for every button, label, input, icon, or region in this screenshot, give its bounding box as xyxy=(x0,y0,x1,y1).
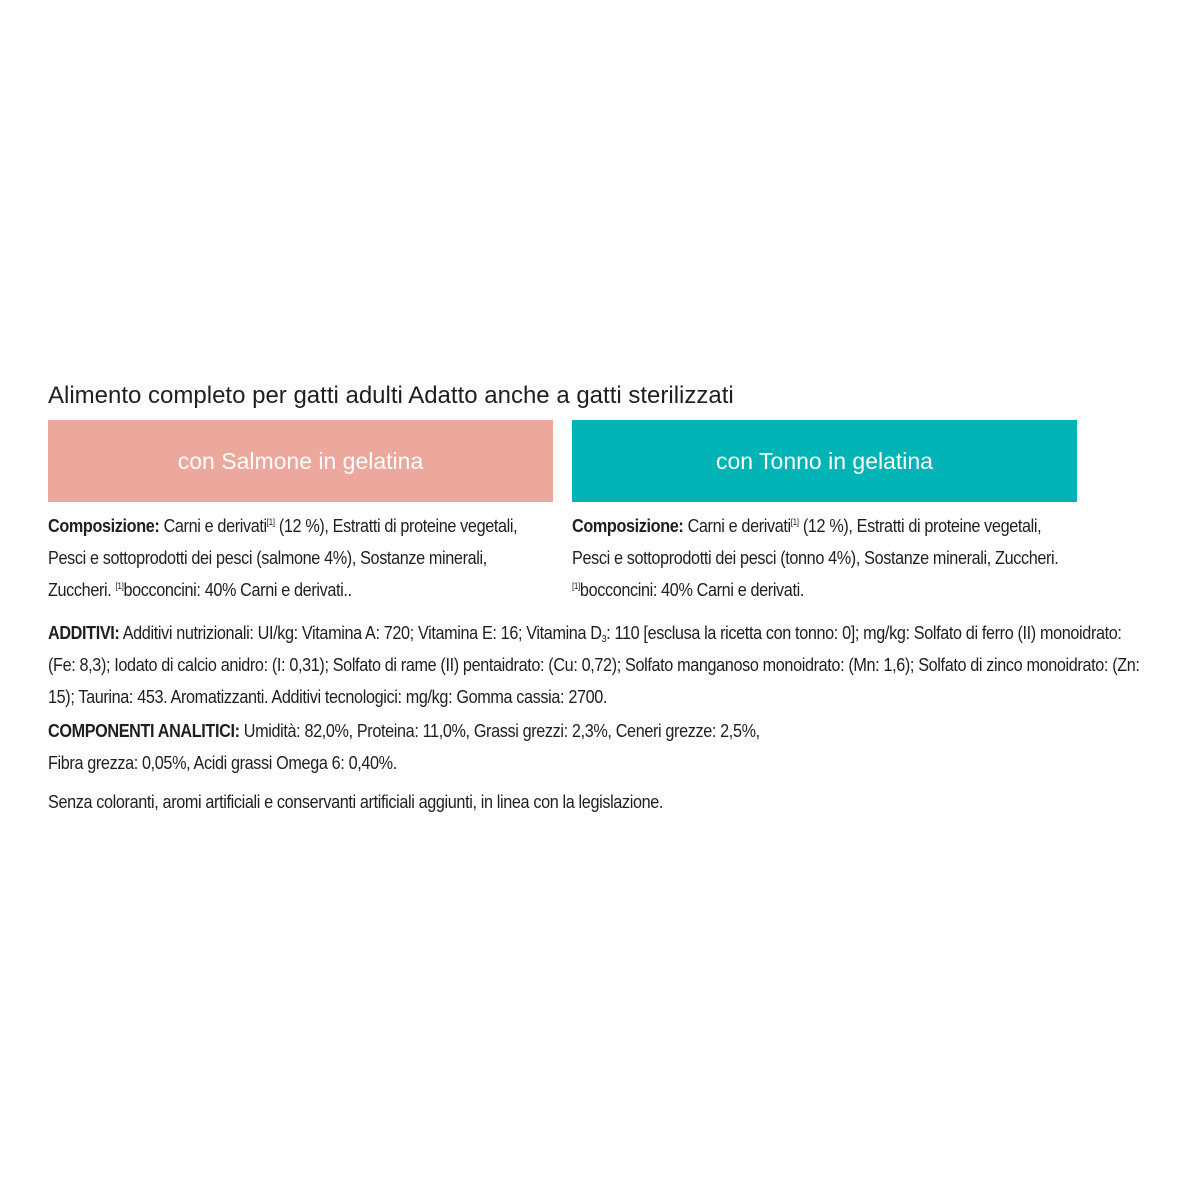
additives-text: Additivi nutrizionali: UI/kg: Vitamina A: 720; Vitamina E: 16; Vitamina D xyxy=(119,623,602,643)
footnote-mark: [1] xyxy=(266,517,275,527)
composition-text: Carni e derivati xyxy=(683,516,791,536)
analytical-line-1: Umidità: 82,0%, Proteina: 11,0%, Grassi grezzi: 2,3%, Ceneri grezze: 2,5%, xyxy=(239,721,760,741)
composition-text: bocconcini: 40% Carni e derivati.. xyxy=(123,580,352,600)
composition-salmon xyxy=(48,510,552,606)
additives-heading: ADDITIVI: xyxy=(48,623,120,643)
composition-tuna xyxy=(572,510,1076,606)
variant-salmon-label: con Salmone in gelatina xyxy=(177,447,424,474)
composition-heading: Composizione: xyxy=(572,516,684,536)
additives-paragraph xyxy=(48,617,1142,713)
variant-salmon-banner xyxy=(48,420,553,502)
variant-tuna-label: con Tonno in gelatina xyxy=(716,447,933,474)
variant-tuna-banner xyxy=(572,420,1077,502)
footnote-mark: [1] xyxy=(572,581,580,591)
analytical-heading: COMPONENTI ANALITICI: xyxy=(48,721,240,741)
composition-text: bocconcini: 40% Carni e derivati. xyxy=(579,580,804,600)
vitamin-d-subscript: 3 xyxy=(601,634,607,645)
footer-note: Senza coloranti, aromi artificiali e conservanti artificiali aggiunti, in linea con la legislazione. xyxy=(48,792,664,812)
analytical-line-2: Fibra grezza: 0,05%, Acidi grassi Omega 6: 0,40%. xyxy=(48,753,397,773)
composition-heading: Composizione: xyxy=(48,516,160,536)
footnote-mark: [1] xyxy=(115,581,124,591)
composition-text: Carni e derivati xyxy=(159,516,267,536)
product-title: Alimento completo per gatti adulti Adatto anche a gatti sterilizzati xyxy=(48,382,734,409)
analytical-components-paragraph xyxy=(48,715,1142,779)
footnote-mark: [1] xyxy=(790,517,799,527)
composition-text: (12 %), Estratti di proteine vegetali, Pesci e sottoprodotti dei pesci (salmone 4%), Sostanze minerali, Zuccheri. xyxy=(48,516,518,600)
additives-text: : 110 [esclusa la ricetta con tonno: 0]; mg/kg: Solfato di ferro (II) monoidrato: (Fe: 8,3); Iodato di calcio anidro: (I: 0,31); Solfato di rame (II) pentaidrato: (Cu: 0,72); Solfato manganoso monoidrato: (Mn: 1,6); Solfato di zinco monoidrato: (Zn: 15); Taurina: 453. Aromatizzanti. Additivi tecnologici: mg/kg: Gomma cassia: 2700. xyxy=(48,623,1140,707)
composition-text: (12 %), Estratti di proteine vegetali, Pesci e sottoprodotti dei pesci (tonno 4%), Sostanze minerali, Zuccheri. xyxy=(572,516,1059,568)
